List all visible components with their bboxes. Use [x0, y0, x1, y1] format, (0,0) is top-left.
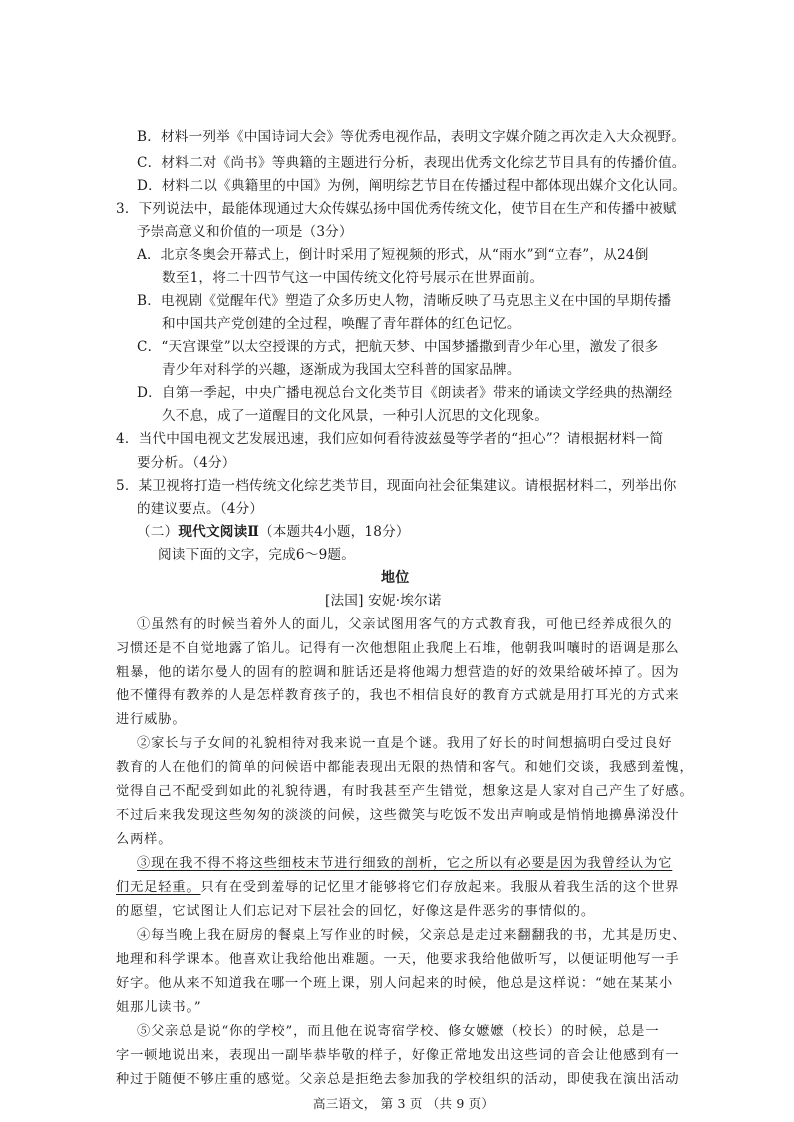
q4-line1: 4．当代中国电视文艺发展迅速，我们应如何看待波兹曼等学者的“担心”？请根据材料一简: [116, 431, 664, 447]
q3-stem-line1: 3．下列说法中，最能体现通过大众传媒弘扬中国优秀传统文化，使节目在生产和传播中被赋: [116, 201, 677, 217]
q3-option-d-line2: 久不息，成了一道醒目的文化风景，一种引人沉思的文化现象。: [162, 408, 549, 424]
passage-p3-line2: [116, 878, 680, 898]
section-heading-suffix: （本题共4小题，18分）: [259, 524, 410, 540]
page-footer: 高三语文， 第 3 页 （共 9 页）: [313, 1096, 495, 1111]
passage-p5-line: 字一顿地说出来，表现出一副毕恭毕敬的样子，好像正常地发出这些词的音会让他感到有一: [116, 1048, 680, 1063]
q3-option-b-line2: 和中国共产党创建的全过程，唤醒了青年群体的红色记忆。: [162, 316, 521, 332]
passage-p4-line: ④每当晚上我在厨房的餐桌上写作业的时候，父亲总是走过来翻翻我的书，尤其是历史、: [137, 928, 687, 943]
passage-p1-line: ①虽然有的时候当着外人的面儿，父亲试图用客气的方式教育我，可他已经养成很久的: [137, 617, 673, 632]
q2-option-d: D．材料二以《典籍里的中国》为例，阐明综艺节目在传播过程中都体现出媒介文化认同。: [137, 178, 687, 194]
passage-p1-line: 习惯还是不自觉地露了馅儿。记得有一次他想阻止我爬上石堆，他朝我叫嚷时的语调是那么: [116, 641, 680, 656]
section-instruction: 阅读下面的文字，完成6～9题。: [158, 547, 356, 563]
passage-p2-line: 不过后来我发现这些匆匆的淡淡的问候，这些微笑与吃饭不发出声响或是悄悄地擤鼻涕没什: [116, 808, 680, 823]
section-heading-title: 现代文阅读Ⅱ: [178, 524, 260, 540]
passage-p4-line: 地理和科学课本。他喜欢让我给他出难题。一天，他要求我给他做听写，以便证明他写一手: [116, 952, 680, 967]
section-heading: [137, 522, 410, 542]
passage-p3-underlined-line1: ③现在我不得不将这些细枝末节进行细致的剖析，它之所以有必要是因为我曾经认为它: [137, 856, 673, 871]
passage-p1-line: 进行威胁。: [116, 712, 187, 727]
q5-line1: 5．某卫视将打造一档传统文化综艺类节目，现面向社会征集建议。请根据材料二，列举出你: [116, 478, 677, 494]
passage-p4-line: 姐那儿读书。”: [116, 1000, 202, 1015]
q5-line2: 的建议要点。（4分）: [137, 501, 264, 517]
passage-p3-line: 的愿望，它试图让人们忘记对下层社会的回忆，好像这是件恶劣的事情似的。: [116, 904, 595, 919]
passage-p2-line: 觉得自己不配受到如此的礼貌待遇，有时我甚至产生错觉，想象这是人家对自己产生了好感。: [116, 784, 694, 799]
q3-stem-line2: 予崇高意义和价值的一项是（3分）: [137, 224, 353, 240]
passage-p5-line: 种过于随便不够庄重的感觉。父亲总是拒绝去参加我的学校组织的活动，即使我在演出活动: [116, 1072, 680, 1087]
q3-option-c-line2: 青少年对科学的兴趣，逐渐成为我国太空科普的国家品牌。: [162, 362, 521, 378]
q2-option-b: B．材料一列举《中国诗词大会》等优秀电视作品，表明文字媒介随之再次走入大众视野。: [137, 129, 686, 145]
passage-title: 地位: [381, 570, 410, 586]
q3-option-b-line1: B．电视剧《觉醒年代》塑造了众多历史人物，清晰反映了马克思主义在中国的早期传播: [137, 293, 672, 309]
passage-p3-line2-rest: 只有在受到羞辱的记忆里才能够将它们存放起来。我服从着我生活的这个世界: [200, 880, 680, 895]
q3-option-d-line1: D．自第一季起，中央广播电视总台文化类节目《朗读者》带来的诵读文学经典的热潮经: [137, 385, 673, 401]
passage-p2-line: 么两样。: [116, 832, 173, 847]
passage-p1-line: 粗暴，他的诺尔曼人的固有的腔调和脏话还是将他竭力想营造的好的效果给破坏掉了。因为: [116, 665, 680, 680]
passage-p1-line: 他不懂得有教养的人是怎样教育孩子的，我也不相信良好的教育方式就是用打耳光的方式来: [116, 688, 680, 703]
q3-option-c-line1: C．“天宫课堂”以太空授课的方式，把航天梦、中国梦播撒到青少年心里，激发了很多: [137, 339, 659, 355]
passage-p4-line: 好字。他从来不知道我在哪一个班上课，别人问起来的时候，他总是这样说：“她在某某小: [116, 976, 674, 991]
q2-option-c: C．材料二对《尚书》等典籍的主题进行分析，表现出优秀文化综艺节目具有的传播价值。: [137, 155, 686, 171]
q4-line2: 要分析。（4分）: [137, 455, 236, 471]
passage-author: [法国] 安妮·埃尔诺: [325, 593, 442, 609]
passage-p2-line: ②家长与子女间的礼貌相待对我来说一直是个谜。我用了好长的时间想搞明白受过良好: [137, 736, 673, 751]
section-heading-prefix: （二）: [137, 524, 179, 540]
passage-p2-line: 教育的人在他们的简单的问候语中都能表现出无限的热情和客气。和她们交谈，我感到羞愧，: [116, 760, 694, 775]
passage-p3-underlined-line2: 们无足轻重。: [116, 880, 201, 895]
q3-option-a-line1: A．北京冬奥会开幕式上，倒计时采用了短视频的形式，从“雨水”到“立春”，从24倒: [137, 247, 649, 263]
passage-p5-line: ⑤父亲总是说“你的学校”，而且他在说寄宿学校、修女嬷嬷（校长）的时候，总是一: [137, 1024, 660, 1039]
q3-option-a-line2: 数至1，将二十四节气这一中国传统文化符号展示在世界面前。: [162, 270, 544, 286]
